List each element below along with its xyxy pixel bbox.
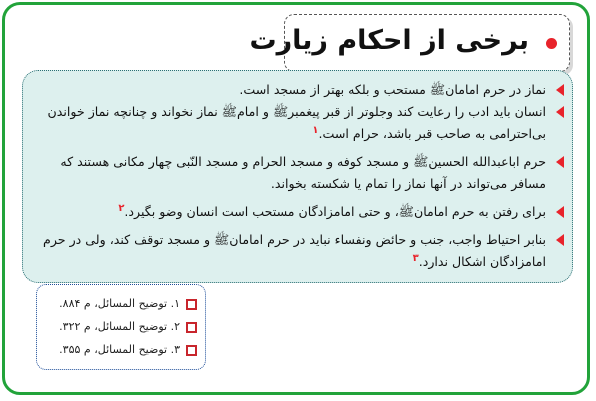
list-item bbox=[41, 101, 562, 145]
footnote-marker: ۱ bbox=[312, 124, 319, 136]
list-item bbox=[41, 201, 562, 223]
page-title: برخی از احکام زیارت bbox=[249, 25, 529, 56]
item-text: حرم اباعبدالله الحسینﷺ و مسجد کوفه و مسجد الحرام و مسجد النّبی چهار مکانی هستند که مسافر می‌تواند در آنها نماز را تمام یا شکسته بخواند. bbox=[60, 154, 546, 191]
item-text: انسان باید ادب را رعایت کند وجلوتر از قبر پیغمبرﷺ و امامﷺ نماز نخواند و چنانچه نماز خواندن بی‌احترامی به صاحب قبر باشد، حرام است. bbox=[47, 104, 546, 141]
reference-text: توضیح المسائل، م ۸۸۴. bbox=[59, 297, 168, 310]
title-box bbox=[249, 14, 570, 72]
footnote-marker: ۳ bbox=[412, 252, 419, 264]
red-arrow-icon bbox=[556, 156, 564, 168]
references-box bbox=[36, 284, 206, 370]
red-arrow-icon bbox=[556, 234, 564, 246]
red-arrow-icon bbox=[556, 206, 564, 218]
red-square-icon bbox=[186, 322, 197, 333]
item-text: نماز در حرم امامان‌ﷺ مستحب و بلکه بهتر از مسجد است. bbox=[239, 82, 546, 97]
footnote-marker: ۲ bbox=[118, 202, 125, 214]
reference-text: توضیح المسائل، م ۳۵۵. bbox=[59, 343, 168, 356]
red-arrow-icon bbox=[556, 84, 564, 96]
reference-item bbox=[59, 341, 197, 359]
red-arrow-icon bbox=[556, 106, 564, 118]
reference-text: توضیح المسائل، م ۳۲۲. bbox=[59, 320, 168, 333]
reference-number: ۱. bbox=[170, 297, 180, 310]
reference-number: ۲. bbox=[170, 320, 180, 333]
bullet-dot-icon bbox=[546, 38, 557, 49]
item-text: برای رفتن به حرم امامانﷺ، و حتی امامزادگان مستحب است انسان وضو بگیرد. bbox=[124, 204, 546, 219]
list-item bbox=[41, 79, 562, 101]
item-text: بنابر احتیاط واجب، جنب و حائض ونفساء نباید در حرم امامانﷺ و مسجد توقف کند، ولی در حرم امامزادگان اشکال ندارد. bbox=[43, 232, 546, 269]
rules-box bbox=[22, 70, 573, 283]
list-item bbox=[41, 151, 562, 195]
list-item bbox=[41, 229, 562, 273]
reference-item bbox=[59, 295, 197, 313]
reference-item bbox=[59, 318, 197, 336]
red-square-icon bbox=[186, 345, 197, 356]
reference-number: ۳. bbox=[170, 343, 180, 356]
red-square-icon bbox=[186, 299, 197, 310]
